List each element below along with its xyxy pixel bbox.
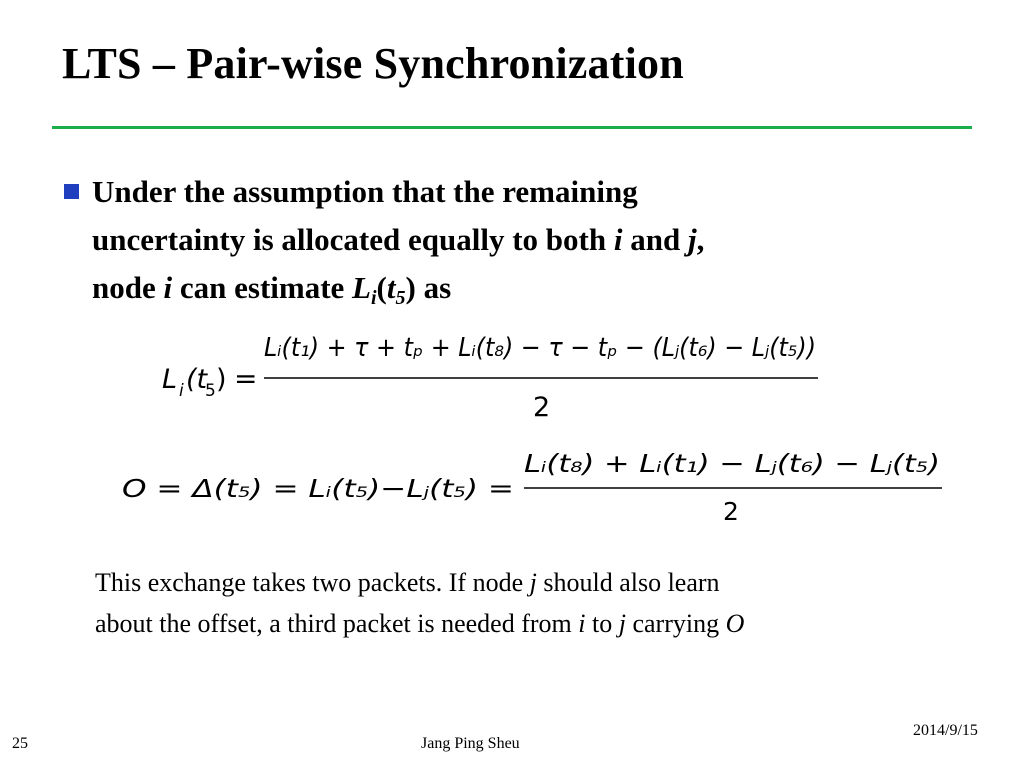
explanation-note [95, 562, 975, 644]
footer-author: Jang Ping Sheu [421, 735, 520, 752]
eq1-lhs-arg: (t [186, 364, 208, 395]
var-i: i [163, 270, 173, 305]
footer-date: 2014/9/15 [913, 722, 978, 739]
bullet-line-1 [92, 168, 942, 216]
to-text: to [585, 609, 619, 638]
subscript-5: 5 [395, 287, 406, 309]
eq2-numerator: Lᵢ(t₈) + Lᵢ(t₁) − Lⱼ(t₆) − Lⱼ(t₅) [524, 449, 940, 478]
var-O: O [725, 609, 745, 638]
eq2-lhs: O = Δ(t₅) = Lᵢ(t₅)−Lⱼ(t₅) = [122, 474, 514, 503]
eq1-lhs-argsub: 5 [205, 381, 216, 401]
eq1-numerator: Lᵢ(t₁) + τ + tₚ + Lᵢ(t₈) − τ − tₚ − (Lⱼ(t₆) − Lⱼ(t₅)) [264, 333, 816, 363]
var-j: j [529, 568, 537, 597]
note-line2-text: about the offset, a third packet is needed from [95, 609, 579, 638]
equation-offset [120, 442, 946, 528]
bullet-line1-text: Under the assumption that the remaining [92, 174, 638, 209]
bullet-line-2 [92, 216, 942, 264]
bullet-text [92, 168, 942, 312]
square-bullet-icon [64, 184, 79, 199]
var-t: t [386, 270, 396, 305]
var-i: i [613, 222, 623, 257]
page-number: 25 [12, 735, 28, 752]
subscript-i: i [370, 287, 377, 309]
and-text: and [622, 222, 688, 257]
var-i: i [578, 609, 586, 638]
paren-open: ( [376, 270, 387, 305]
var-L: L [352, 270, 371, 305]
title-divider [52, 126, 972, 129]
eq1-lhs-close: ) [216, 364, 227, 395]
var-j: j [618, 609, 626, 638]
estimate-text: can estimate [172, 270, 353, 305]
as-text: ) as [405, 270, 452, 305]
comma-text: , [696, 222, 705, 257]
eq2-denominator: 2 [723, 497, 739, 526]
note-line1-text: This exchange takes two packets. If node [95, 568, 530, 597]
eq1-denominator: 2 [533, 392, 551, 423]
carrying-text: carrying [625, 609, 726, 638]
eq1-lhs-sub: i [179, 381, 184, 401]
note-line1-end: should also learn [536, 568, 720, 597]
node-text: node [92, 270, 164, 305]
eq1-equals: = [234, 362, 258, 395]
var-j: j [687, 222, 697, 257]
bullet-point [62, 168, 942, 312]
note-line-1 [95, 562, 975, 603]
slide-title: LTS – Pair-wise Synchronization [62, 39, 684, 88]
eq1-lhs-L: L [162, 364, 178, 395]
equation-li-t5 [160, 322, 826, 426]
note-line-2 [95, 603, 975, 644]
bullet-line2-text: uncertainty is allocated equally to both [92, 222, 614, 257]
bullet-line-3 [92, 264, 942, 312]
